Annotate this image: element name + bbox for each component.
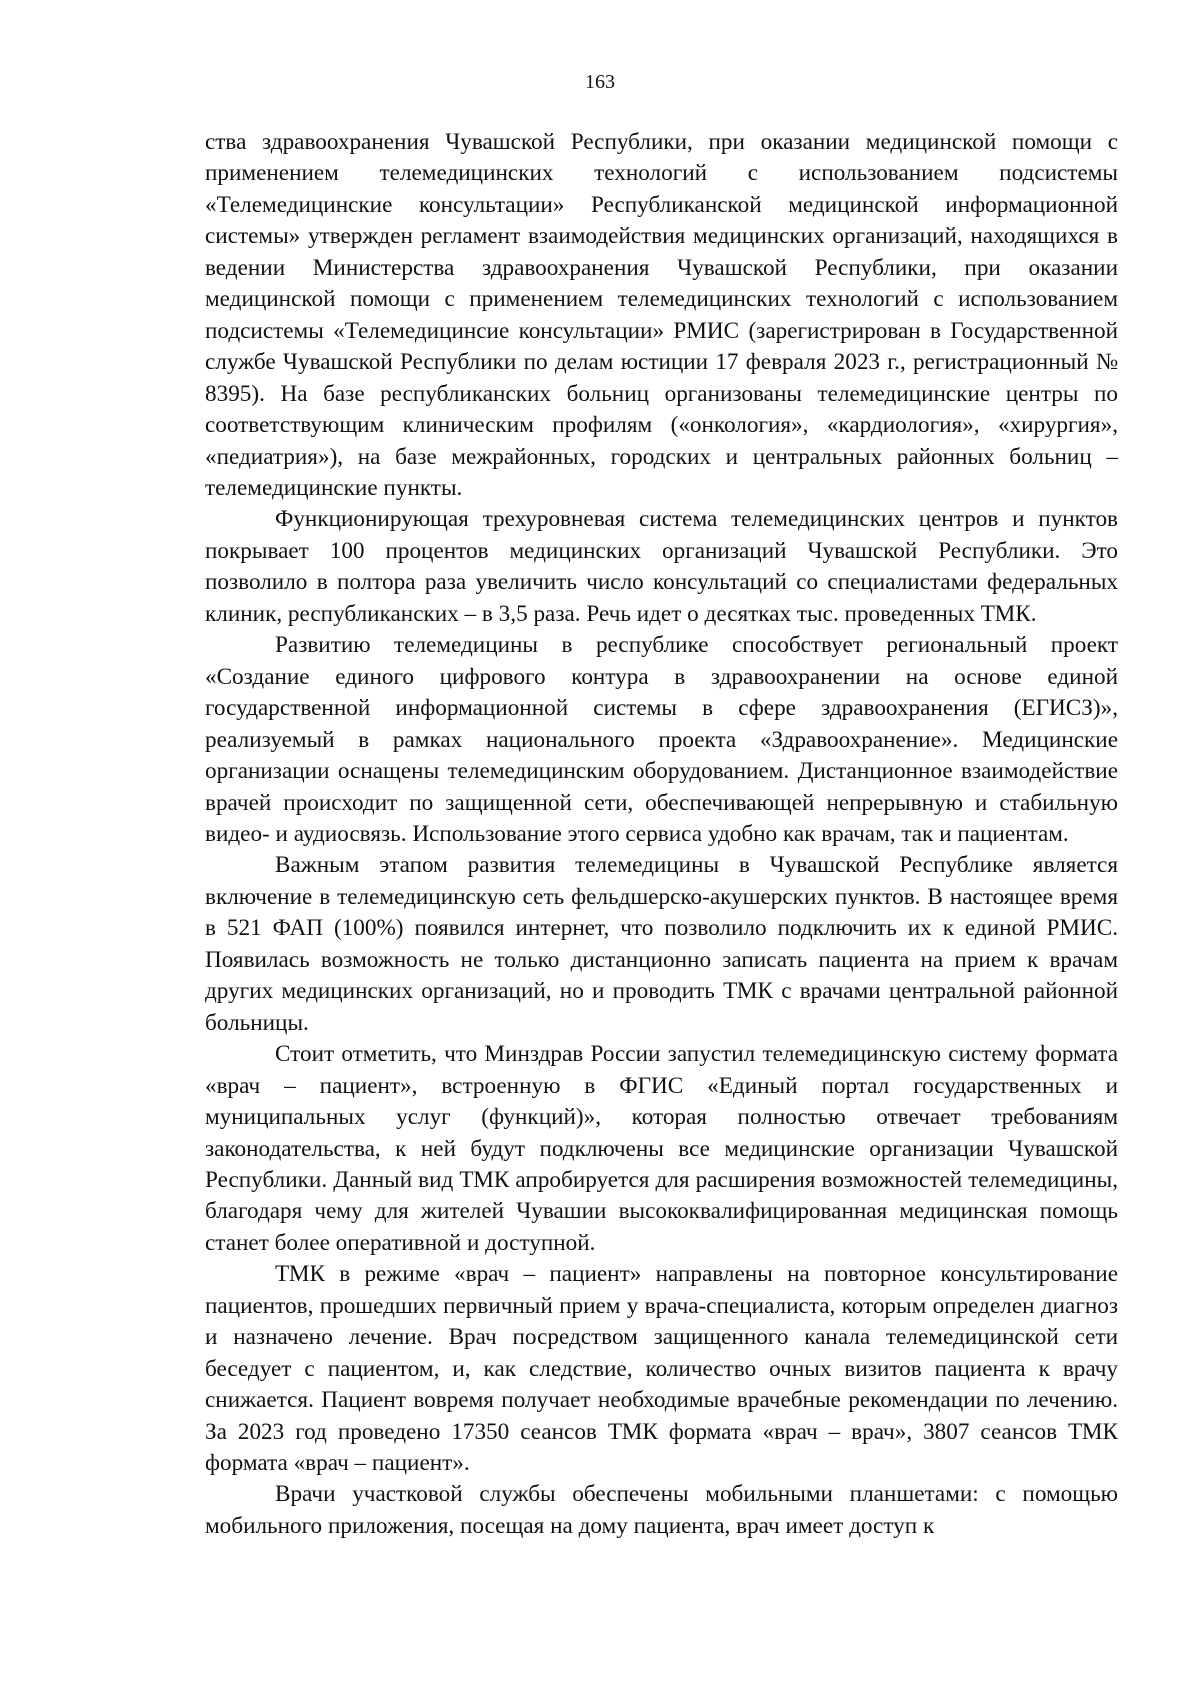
paragraph: ТМК в режиме «врач – пациент» направлены на повторное консультирование пациентов, прошедших первичный прием у врача-специалиста, которым определен диагноз и назначено лечение. Врач посредством защищенного канала телемедицинской сети беседует с пациентом, и, как следствие, количество очных визитов пациента к врачу снижается. Пациент вовремя получает необходимые врачебные рекомендации по лечению. За 2023 год проведено 17350 сеансов ТМК формата «врач – врач», 3807 сеансов ТМК формата «врач – пациент». [205,1261,1118,1477]
paragraph: Функционирующая трехуровневая система телемедицинских центров и пунктов покрывает 100 процентов медицинских организаций Чувашской Республики. Это позволило в полтора раза увеличить число консультаций со специалистами федеральных клиник, республиканских – в 3,5 раза. Речь идет о десятках тыс. проведенных ТМК. [205,506,1118,627]
body-text [205,127,1118,1542]
paragraph: Развитию телемедицины в республике способствует региональный проект «Создание единого цифрового контура в здравоохранении на основе единой государственной информационной системы в сфере здравоохранения (ЕГИСЗ)», реализуемый в рамках национального проекта «Здравоохранение». Медицинские организации оснащены телемедицинским оборудованием. Дистанционное взаимодействие врачей происходит по защищенной сети, обеспечивающей непрерывную и стабильную видео- и аудиосвязь. Использование этого сервиса удобно как врачам, так и пациентам. [205,632,1118,847]
paragraph-continued: ства здравоохранения Чувашской Республики, при оказании медицинской помощи с применением телемедицинских технологий с использованием подсистемы «Телемедицинские консультации» Республиканской медицинской информационной системы» утвержден регламент взаимодействия медицинских организаций, находящихся в ведении Министерства здравоохранения Чувашской Республики, при оказании медицинской помощи с применением телемедицинских технологий с использованием подсистемы «Телемедицинсие консультации» РМИС (зарегистрирован в Государственной службе Чувашской Республики по делам юстиции 17 февраля 2023 г., регистрационный № 8395). На базе республиканских больниц организованы телемедицинские центры по соответствующим клиническим профилям («онкология», «кардиология», «хирургия», «педиатрия»), на базе межрайонных, городских и центральных районных больниц – телемедицинские пункты. [205,129,1118,501]
paragraph: Врачи участковой службы обеспечены мобильными планшетами: с помощью мобильного приложения, посещая на дому пациента, врач имеет доступ к [205,1481,1118,1539]
paragraph: Важным этапом развития телемедицины в Чувашской Республике является включение в телемедицинскую сеть фельдшерско-акушерских пунктов. В настоящее время в 521 ФАП (100%) появился интернет, что позволило подключить их к единой РМИС. Появилась возможность не только дистанционно записать пациента на прием к врачам других медицинских организаций, но и проводить ТМК с врачами центральной районной больницы. [205,852,1118,1036]
page-number: 163 [585,71,615,93]
paragraph: Стоит отметить, что Минздрав России запустил телемедицинскую систему формата «врач – пациент», встроенную в ФГИС «Единый портал государственных и муниципальных услуг (функций)», которая полностью отвечает требованиям законодательства, к ней будут подключены все медицинские организации Чувашской Республики. Данный вид ТМК апробируется для расширения возможностей телемедицины, благодаря чему для жителей Чувашии высококвалифицированная медицинская помощь станет более оперативной и доступной. [205,1041,1118,1256]
